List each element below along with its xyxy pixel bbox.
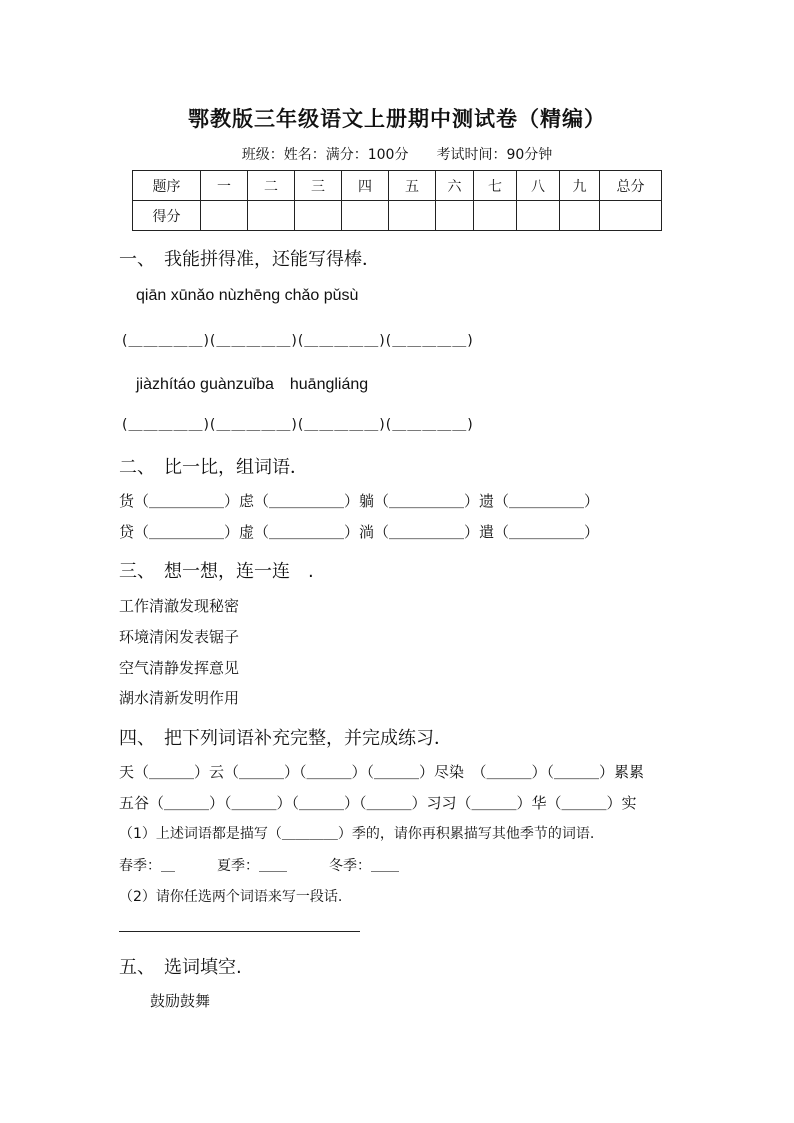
question-2: （2）请你任选两个词语来写一段话.	[119, 889, 343, 905]
score-cell[interactable]	[342, 201, 389, 231]
word-choices: 鼓励鼓舞	[150, 992, 211, 1010]
answer-blanks-row-2[interactable]: (＿＿＿＿＿)(＿＿＿＿＿)(＿＿＿＿＿)(＿＿＿＿＿)	[122, 417, 474, 433]
table-cell: 四	[342, 171, 389, 201]
table-cell: 题序	[133, 171, 201, 201]
score-table-score-row	[133, 201, 662, 231]
score-cell[interactable]	[474, 201, 517, 231]
score-cell[interactable]	[600, 201, 662, 231]
score-cell[interactable]	[560, 201, 600, 231]
writing-line[interactable]	[119, 931, 360, 932]
answer-blanks-row-1[interactable]: (＿＿＿＿＿)(＿＿＿＿＿)(＿＿＿＿＿)(＿＿＿＿＿)	[122, 333, 474, 349]
table-cell: 总分	[600, 171, 662, 201]
pinyin-row-2: jiàzhítáo guànzuǐba huāngliáng	[136, 376, 369, 393]
score-table-header-row	[133, 171, 662, 201]
score-cell[interactable]	[389, 201, 436, 231]
season-blanks[interactable]: 春季：＿ 夏季：＿＿ 冬季：＿＿	[119, 858, 399, 874]
match-line-4: 湖水清新发明作用	[119, 689, 240, 707]
score-label: 得分	[133, 201, 201, 231]
section-1-heading: 一、 我能拼得准，还能写得棒．	[119, 249, 380, 270]
table-cell: 九	[560, 171, 600, 201]
score-cell[interactable]	[436, 201, 474, 231]
question-1: （1）上述词语都是描写（＿＿＿＿）季的，请你再积累描写其他季节的词语.	[119, 826, 595, 842]
match-line-1: 工作清澈发现秘密	[119, 597, 240, 615]
table-cell: 五	[389, 171, 436, 201]
table-cell: 一	[201, 171, 248, 201]
score-cell[interactable]	[517, 201, 560, 231]
score-cell[interactable]	[201, 201, 248, 231]
section-3-heading: 三、 想一想，连一连 .	[119, 561, 314, 582]
word-compare-row-1[interactable]: 货（＿＿＿＿＿）虑（＿＿＿＿＿）躺（＿＿＿＿＿）遗（＿＿＿＿＿）	[119, 492, 600, 510]
score-cell[interactable]	[295, 201, 342, 231]
match-line-3: 空气清静发挥意见	[119, 659, 240, 677]
table-cell: 八	[517, 171, 560, 201]
word-compare-row-2[interactable]: 贷（＿＿＿＿＿）虚（＿＿＿＿＿）淌（＿＿＿＿＿）遣（＿＿＿＿＿）	[119, 523, 600, 541]
exam-info: 班级：姓名：满分：100分 考试时间：90分钟	[241, 147, 553, 163]
idiom-row-1[interactable]: 天（＿＿＿）云（＿＿＿）（＿＿＿）（＿＿＿）尽染 （＿＿＿）（＿＿＿）累累	[119, 763, 645, 781]
section-2-heading: 二、 比一比，组词语．	[119, 457, 308, 478]
idiom-row-2[interactable]: 五谷（＿＿＿）（＿＿＿）（＿＿＿）（＿＿＿）习习（＿＿＿）华（＿＿＿）实	[119, 794, 637, 812]
table-cell: 七	[474, 171, 517, 201]
pinyin-row-1: qiān xūnǎo nùzhēng chǎo pǔsù	[136, 287, 359, 304]
table-cell: 六	[436, 171, 474, 201]
match-line-2: 环境清闲发表锯子	[119, 628, 240, 646]
section-5-heading: 五、 选词填空.	[119, 957, 242, 978]
score-cell[interactable]	[248, 201, 295, 231]
section-4-heading: 四、 把下列词语补充完整，并完成练习．	[119, 728, 452, 749]
table-cell: 三	[295, 171, 342, 201]
table-cell: 二	[248, 171, 295, 201]
score-table	[132, 170, 662, 231]
page-title: 鄂教版三年级语文上册期中测试卷（精编）	[188, 107, 606, 131]
